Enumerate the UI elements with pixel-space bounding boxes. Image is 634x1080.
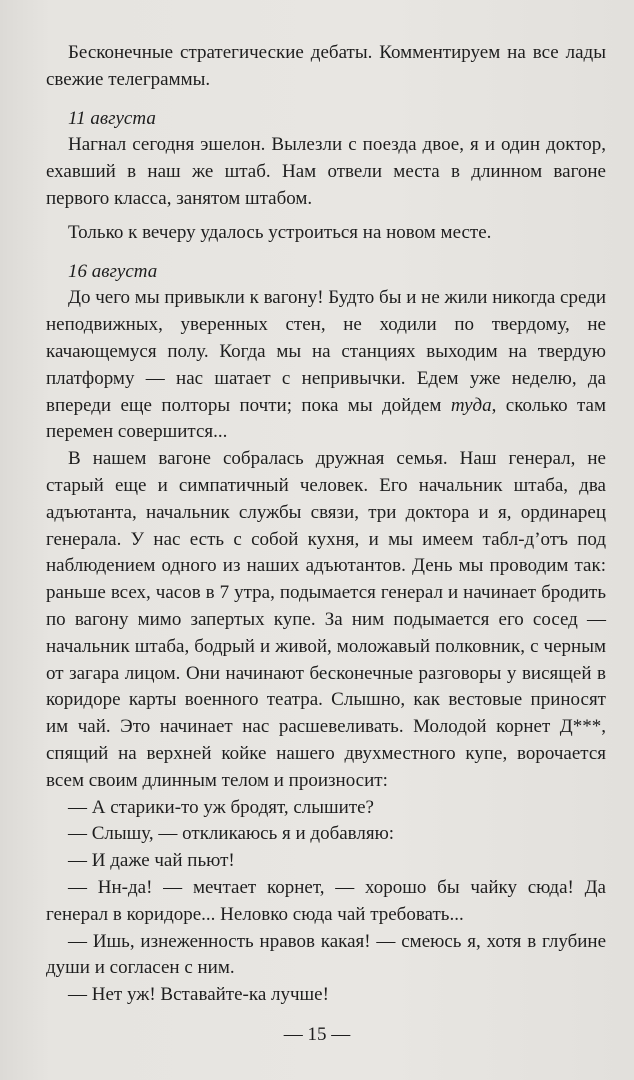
paragraph (46, 285, 606, 446)
entry-date-aug-16: 16 августа (68, 260, 158, 282)
text-run: До чего мы привыкли к вагону! Будто бы и не жили никогда среди неподвижных, уверенных стен, не ходили по твердому, не качающемуся полу. Когда мы на станциях выходим на твердую платформу — нас шатает с непривычки. Едем уже неделю, да впереди еще полторы почти; пока мы дойдем (46, 287, 606, 416)
text-run: , сколько там перемен совершится... (46, 394, 607, 443)
paragraph: Только к вечеру удалось устроиться на новом месте. (68, 221, 492, 243)
paragraph: Нагнал сегодня эшелон. Вылезли с поезда двое, я и один доктор, ехавший в наш же штаб. Нам отвели места в длинном вагоне первого класса, занятом штабом. (46, 134, 606, 209)
dialogue-line: — Ишь, изнеженность нравов какая! — смеюсь я, хотя в глубине души и согласен с ним. (46, 930, 606, 979)
paragraph-intro: Бесконечные стратегические дебаты. Комментируем на все лады свежие телеграммы. (46, 42, 606, 90)
dialogue-line: — Нн-да! — мечтает корнет, — хорошо бы чайку сюда! Да генерал в коридоре... Неловко сюда чай требовать... (46, 876, 606, 925)
dialogue-line: — И даже чай пьют! (68, 850, 235, 872)
dialogue-line: — Слышу, — откликаюсь я и добавляю: (68, 823, 395, 845)
page-number: — 15 — (283, 1024, 351, 1045)
page-body (46, 40, 606, 1009)
dialogue-line: — Нет уж! Вставайте-ка лучше! (68, 984, 329, 1006)
paragraph: В нашем вагоне собралась дружная семья. Наш генерал, не старый еще и симпатичный человек. Его начальник штаба, два адъютанта, начальник службы связи, три доктора и я, ординарец генерала. У нас есть с собой кухня, и мы имеем табл-д’отъ под наблюдением одного из наших адъютантов. День мы проводим так: раньше всех, часов в 7 утра, подымается генерал и начинает бродить по вагону мимо запертых купе. За ним подымается его сосед — начальник штаба, бодрый и живой, моложавый полковник, с черным от загара лицом. Они начинают бесконечные разговоры у висящей в коридоре карты военного театра. Слышно, как вестовые приносят им чай. Это начинает нас расшевеливать. Молодой корнет Д***, спящий на верхней койке нашего двухместного купе, ворочается всем своим длинным телом и произносит: (46, 448, 606, 791)
dialogue-line: — А старики-то уж бродят, слышите? (68, 796, 374, 818)
emphasis-text: туда (450, 394, 492, 416)
entry-date-aug-11: 11 августа (68, 107, 156, 129)
